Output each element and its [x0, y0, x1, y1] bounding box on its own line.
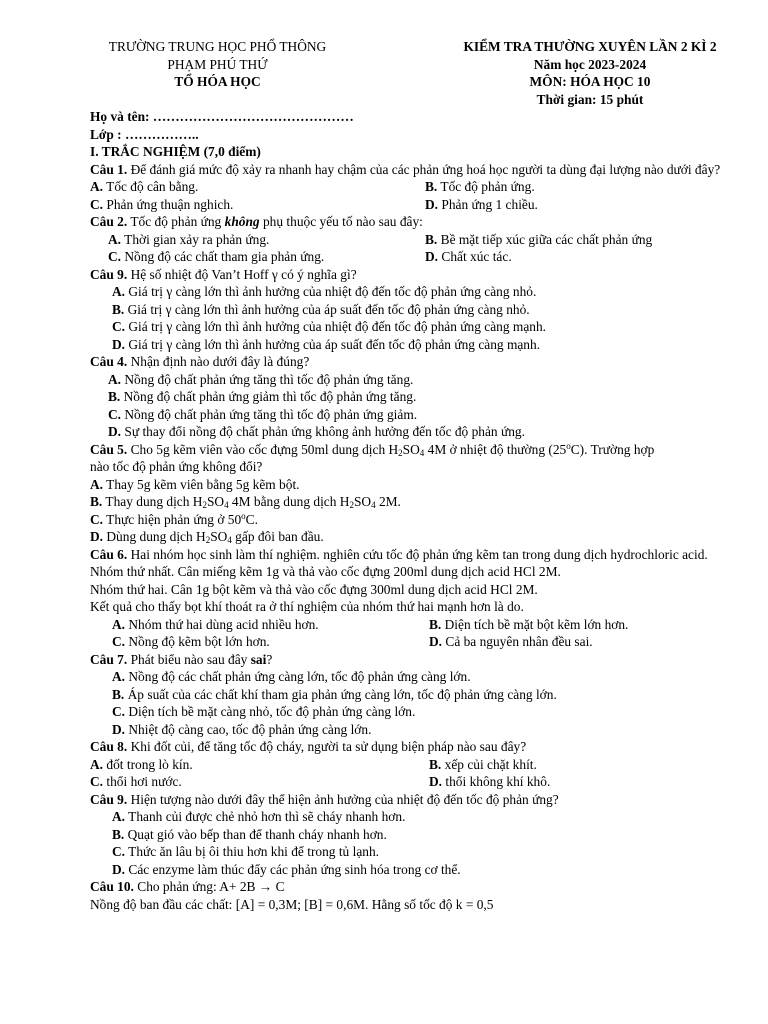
option-a: A. Nồng độ các chất phản ứng càng lớn, tốc độ phản ứng càng lớn. [112, 669, 471, 684]
question-6-para2: Nhóm thứ hai. Cân 1g bột kẽm và thả vào cốc đựng 300ml dung dịch acid HCl 2M. [90, 581, 538, 597]
option-a: A. Nhóm thứ hai dùng acid nhiều hơn. [112, 616, 319, 632]
option-d: D. Phản ứng 1 chiều. [425, 196, 538, 212]
option-a: A. đốt trong lò kín. [90, 756, 193, 772]
option-b: B. Quạt gió vào bếp than để thanh cháy nhanh hơn. [112, 826, 387, 842]
school-block [90, 38, 345, 108]
question-10-para1: Nồng độ ban đầu các chất: [A] = 0,3M; [B] = 0,6M. Hằng số tốc độ k = 0,5 [90, 896, 494, 912]
option-c: C. thổi hơi nước. [90, 774, 182, 789]
option-c: C. Thức ăn lâu bị ôi thiu hơn khi để trong tủ lạnh. [112, 844, 380, 859]
question-text: Để đánh giá mức độ xảy ra nhanh hay chậm của các phản ứng hoá học người ta dùng đại lượng nào dưới đây? [130, 161, 721, 177]
question-8-options-row2 [90, 773, 730, 791]
option-d: D. Cả ba nguyên nhân đều sai. [429, 634, 593, 649]
question-6: Câu 6. Hai nhóm học sinh làm thí nghiệm. nghiên cứu tốc độ phản ứng kẽm tan trong dung dịch hydrochloric acid. [90, 546, 708, 562]
option-a: A. Thời gian xảy ra phản ứng. [108, 231, 270, 247]
option-a: A. Tốc độ cân bằng. [90, 179, 199, 194]
option-b: B. Nồng độ chất phản ứng giảm thì tốc độ phản ứng tăng. [108, 389, 417, 404]
option-d: D. Nhiệt độ càng cao, tốc độ phản ứng càng lớn. [112, 721, 372, 737]
exam-header [90, 38, 730, 108]
question-4: Câu 4. Nhận định nào dưới đây là đúng? [90, 354, 310, 369]
exam-title: KIỂM TRA THƯỜNG XUYÊN LẦN 2 KÌ 2 [463, 39, 717, 54]
option-b: B. Áp suất của các chất khí tham gia phản ứng càng lớn, tốc độ phản ứng càng lớn. [112, 686, 557, 702]
option-c: C. Giá trị γ càng lớn thì ảnh hưởng của nhiệt độ đến tốc độ phản ứng càng mạnh. [112, 319, 547, 334]
option-b: B. Thay dung dịch $H_2SO_4$ 4M bằng dung dịch $H_2SO_4$ 2M. [90, 494, 401, 510]
duration: Thời gian: 15 phút [536, 91, 644, 107]
question-1-options-row1 [90, 178, 730, 196]
option-b: B. Giá trị γ càng lớn thì ảnh hưởng của áp suất đến tốc độ phản ứng càng nhỏ. [112, 301, 530, 317]
student-name-line: Họ và tên: ……………………………………… [90, 109, 354, 124]
option-b: B. xếp củi chặt khít. [429, 756, 537, 772]
school-name-line1: TRƯỜNG TRUNG HỌC PHỔ THÔNG [108, 39, 327, 54]
option-d: D. Các enzyme làm thúc đẩy các phản ứng sinh hóa trong cơ thể. [112, 861, 461, 877]
question-3: Câu 9. Hệ số nhiệt độ Van’t Hoff γ có ý nghĩa gì? [90, 266, 357, 282]
option-d: D. Giá trị γ càng lớn thì ảnh hưởng của áp suất đến tốc độ phản ứng càng mạnh. [112, 336, 541, 352]
question-9: Câu 9. Hiện tượng nào dưới đây thể hiện ảnh hưởng của nhiệt độ đến tốc độ phản ứng? [90, 791, 559, 807]
option-b: B. Bề mặt tiếp xúc giữa các chất phản ứng [425, 231, 653, 247]
option-c: C. Nồng độ các chất tham gia phản ứng. [108, 249, 325, 264]
exam-info-block [425, 38, 755, 108]
option-c: C. Phản ứng thuận nghich. [90, 196, 234, 212]
option-b: B. Diện tích bề mặt bột kẽm lớn hơn. [429, 616, 629, 632]
school-year: Năm học 2023-2024 [533, 56, 647, 72]
option-d: D. thổi không khí khô. [429, 774, 551, 789]
option-a: A. Thay 5g kẽm viên bằng 5g kẽm bột. [90, 476, 300, 492]
question-5: Câu 5. Cho 5g kẽm viên vào cốc đựng 50ml dung dịch $H_2SO_4$ 4M ở nhiệt độ thường (25$^o$C). Trường hợp [90, 440, 655, 458]
question-7: Câu 7. Phát biểu nào sau đây sai? [90, 651, 273, 667]
exam-page [90, 38, 730, 913]
question-2: Câu 2. Tốc độ phản ứng không phụ thuộc yếu tố nào sau đây: [90, 214, 423, 229]
question-5-cont: nào tốc độ phản ứng không đổi? [90, 459, 263, 474]
question-10: Câu 10. Cho phản ứng: A+ 2B → C [90, 879, 285, 894]
option-b: B. Tốc độ phản ứng. [425, 179, 535, 194]
department-name: TỔ HÓA HỌC [174, 74, 261, 89]
student-class-line: Lớp : …………….. [90, 126, 199, 142]
option-c: C. Thực hiện phản ứng ở 50$^o$C. [90, 510, 258, 527]
question-1-options-row2 [90, 196, 730, 214]
question-2-options-row2 [90, 248, 730, 266]
option-d: D. Dùng dung dịch $H_2SO_4$ gấp đôi ban đầu. [90, 529, 324, 545]
option-d: D. Chất xúc tác. [425, 249, 512, 264]
option-c: C. Nồng độ kẽm bột lớn hơn. [112, 634, 270, 649]
option-c: C. Diện tích bề mặt càng nhỏ, tốc độ phản ứng càng lớn. [112, 704, 416, 719]
question-6-para3: Kết quả cho thấy bọt khí thoát ra ở thí nghiệm của nhóm thứ hai mạnh hơn là do. [90, 599, 524, 614]
option-a: A. Giá trị γ càng lớn thì ảnh hưởng của nhiệt độ đến tốc độ phản ứng càng nhỏ. [112, 284, 537, 299]
question-6-options-row1 [90, 616, 730, 634]
subject: MÔN: HÓA HỌC 10 [529, 74, 651, 89]
question-1: Câu 1. Để đánh giá mức độ xảy ra nhanh hay chậm của các phản ứng hoá học người ta dùng đại lượng nào dưới đây? [90, 161, 721, 177]
option-d: D. Sự thay đổi nồng độ chất phản ứng không ảnh hưởng đến tốc độ phản ứng. [108, 424, 525, 439]
option-a: A. Thanh củi được chẻ nhỏ hơn thì sẽ cháy nhanh hơn. [112, 809, 406, 824]
question-8: Câu 8. Khi đốt củi, để tăng tốc độ cháy, người ta sử dụng biện pháp nào sau đây? [90, 739, 527, 754]
question-6-options-row2 [90, 633, 730, 651]
option-a: A. Nồng độ chất phản ứng tăng thì tốc độ phản ứng tăng. [108, 371, 414, 387]
option-c: C. Nồng độ chất phản ứng tăng thì tốc độ phản ứng giảm. [108, 406, 418, 422]
section-title: I. TRẮC NGHIỆM (7,0 điểm) [90, 144, 261, 159]
question-8-options-row1 [90, 756, 730, 774]
school-name-line2: PHẠM PHÚ THỨ [167, 56, 268, 72]
question-2-options-row1 [90, 231, 730, 249]
question-6-para1: Nhóm thứ nhất. Cân miếng kẽm 1g và thả vào cốc đựng 200ml dung dịch acid HCl 2M. [90, 564, 561, 579]
